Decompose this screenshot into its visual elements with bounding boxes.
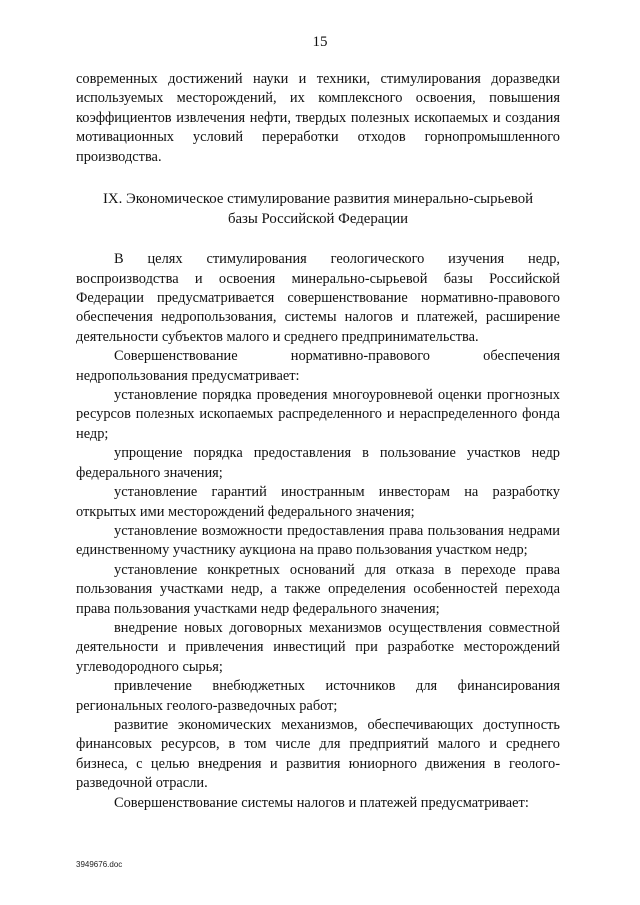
paragraph-6: установление возможности предоставления права пользования недрами единственному участнику аукциона на право пользования участком недр;	[76, 522, 560, 559]
section-heading	[76, 190, 560, 229]
paragraph-1: В целях стимулирования геологического изучения недр, воспроизводства и освоения минерально-сырьевой базы Российской Федерации предусматривается совершенствование нормативно-правового обеспечения недропользования, системы налогов и платежей, расширение деятельности субъектов малого и среднего предпринимательства.	[76, 251, 560, 345]
page-number: 15	[312, 34, 328, 50]
section-title-line-1: IX. Экономическое стимулирование развития минерально-сырьевой	[102, 191, 534, 208]
paragraph-7: установление конкретных оснований для отказа в переходе права пользования участками недр, а также определения особенностей перехода права пользования участками недр федерального значения;	[76, 561, 560, 617]
paragraph-4: упрощение порядка предоставления в пользование участков недр федерального значения;	[76, 445, 560, 481]
paragraph-2: Совершенствование нормативно-правового обеспечения недропользования предусматривает:	[76, 348, 560, 384]
document-file-code: 3949676.doc	[76, 860, 123, 869]
paragraph-10: развитие экономических механизмов, обеспечивающих доступность финансовых ресурсов, в том числе для предприятий малого и среднего бизнеса, с целью внедрения и развития юниорного движения в геолого-разведочной отрасли.	[76, 716, 560, 792]
document-body	[76, 70, 560, 813]
paragraph-9: привлечение внебюджетных источников для финансирования региональных геолого-разведочных работ;	[76, 678, 560, 714]
section-title-line-2: базы Российской Федерации	[227, 210, 409, 227]
intro-paragraph: современных достижений науки и техники, стимулирования доразведки используемых месторождений, их комплексного освоения, повышения коэффициентов извлечения нефти, твердых полезных ископаемых и создания мотивационных условий переработки отходов горнопромышленного производства.	[76, 71, 560, 165]
paragraph-8: внедрение новых договорных механизмов осуществления совместной деятельности и привлечения инвестиций при разработке месторождений углеводородного сырья;	[76, 619, 560, 675]
paragraph-11: Совершенствование системы налогов и платежей предусматривает:	[114, 794, 529, 811]
paragraph-5: установление гарантий иностранным инвесторам на разработку открытых ими месторождений федерального значения;	[76, 484, 560, 520]
paragraph-3: установление порядка проведения многоуровневой оценки прогнозных ресурсов полезных ископаемых распределенного и нераспределенного фонда недр;	[76, 387, 560, 442]
